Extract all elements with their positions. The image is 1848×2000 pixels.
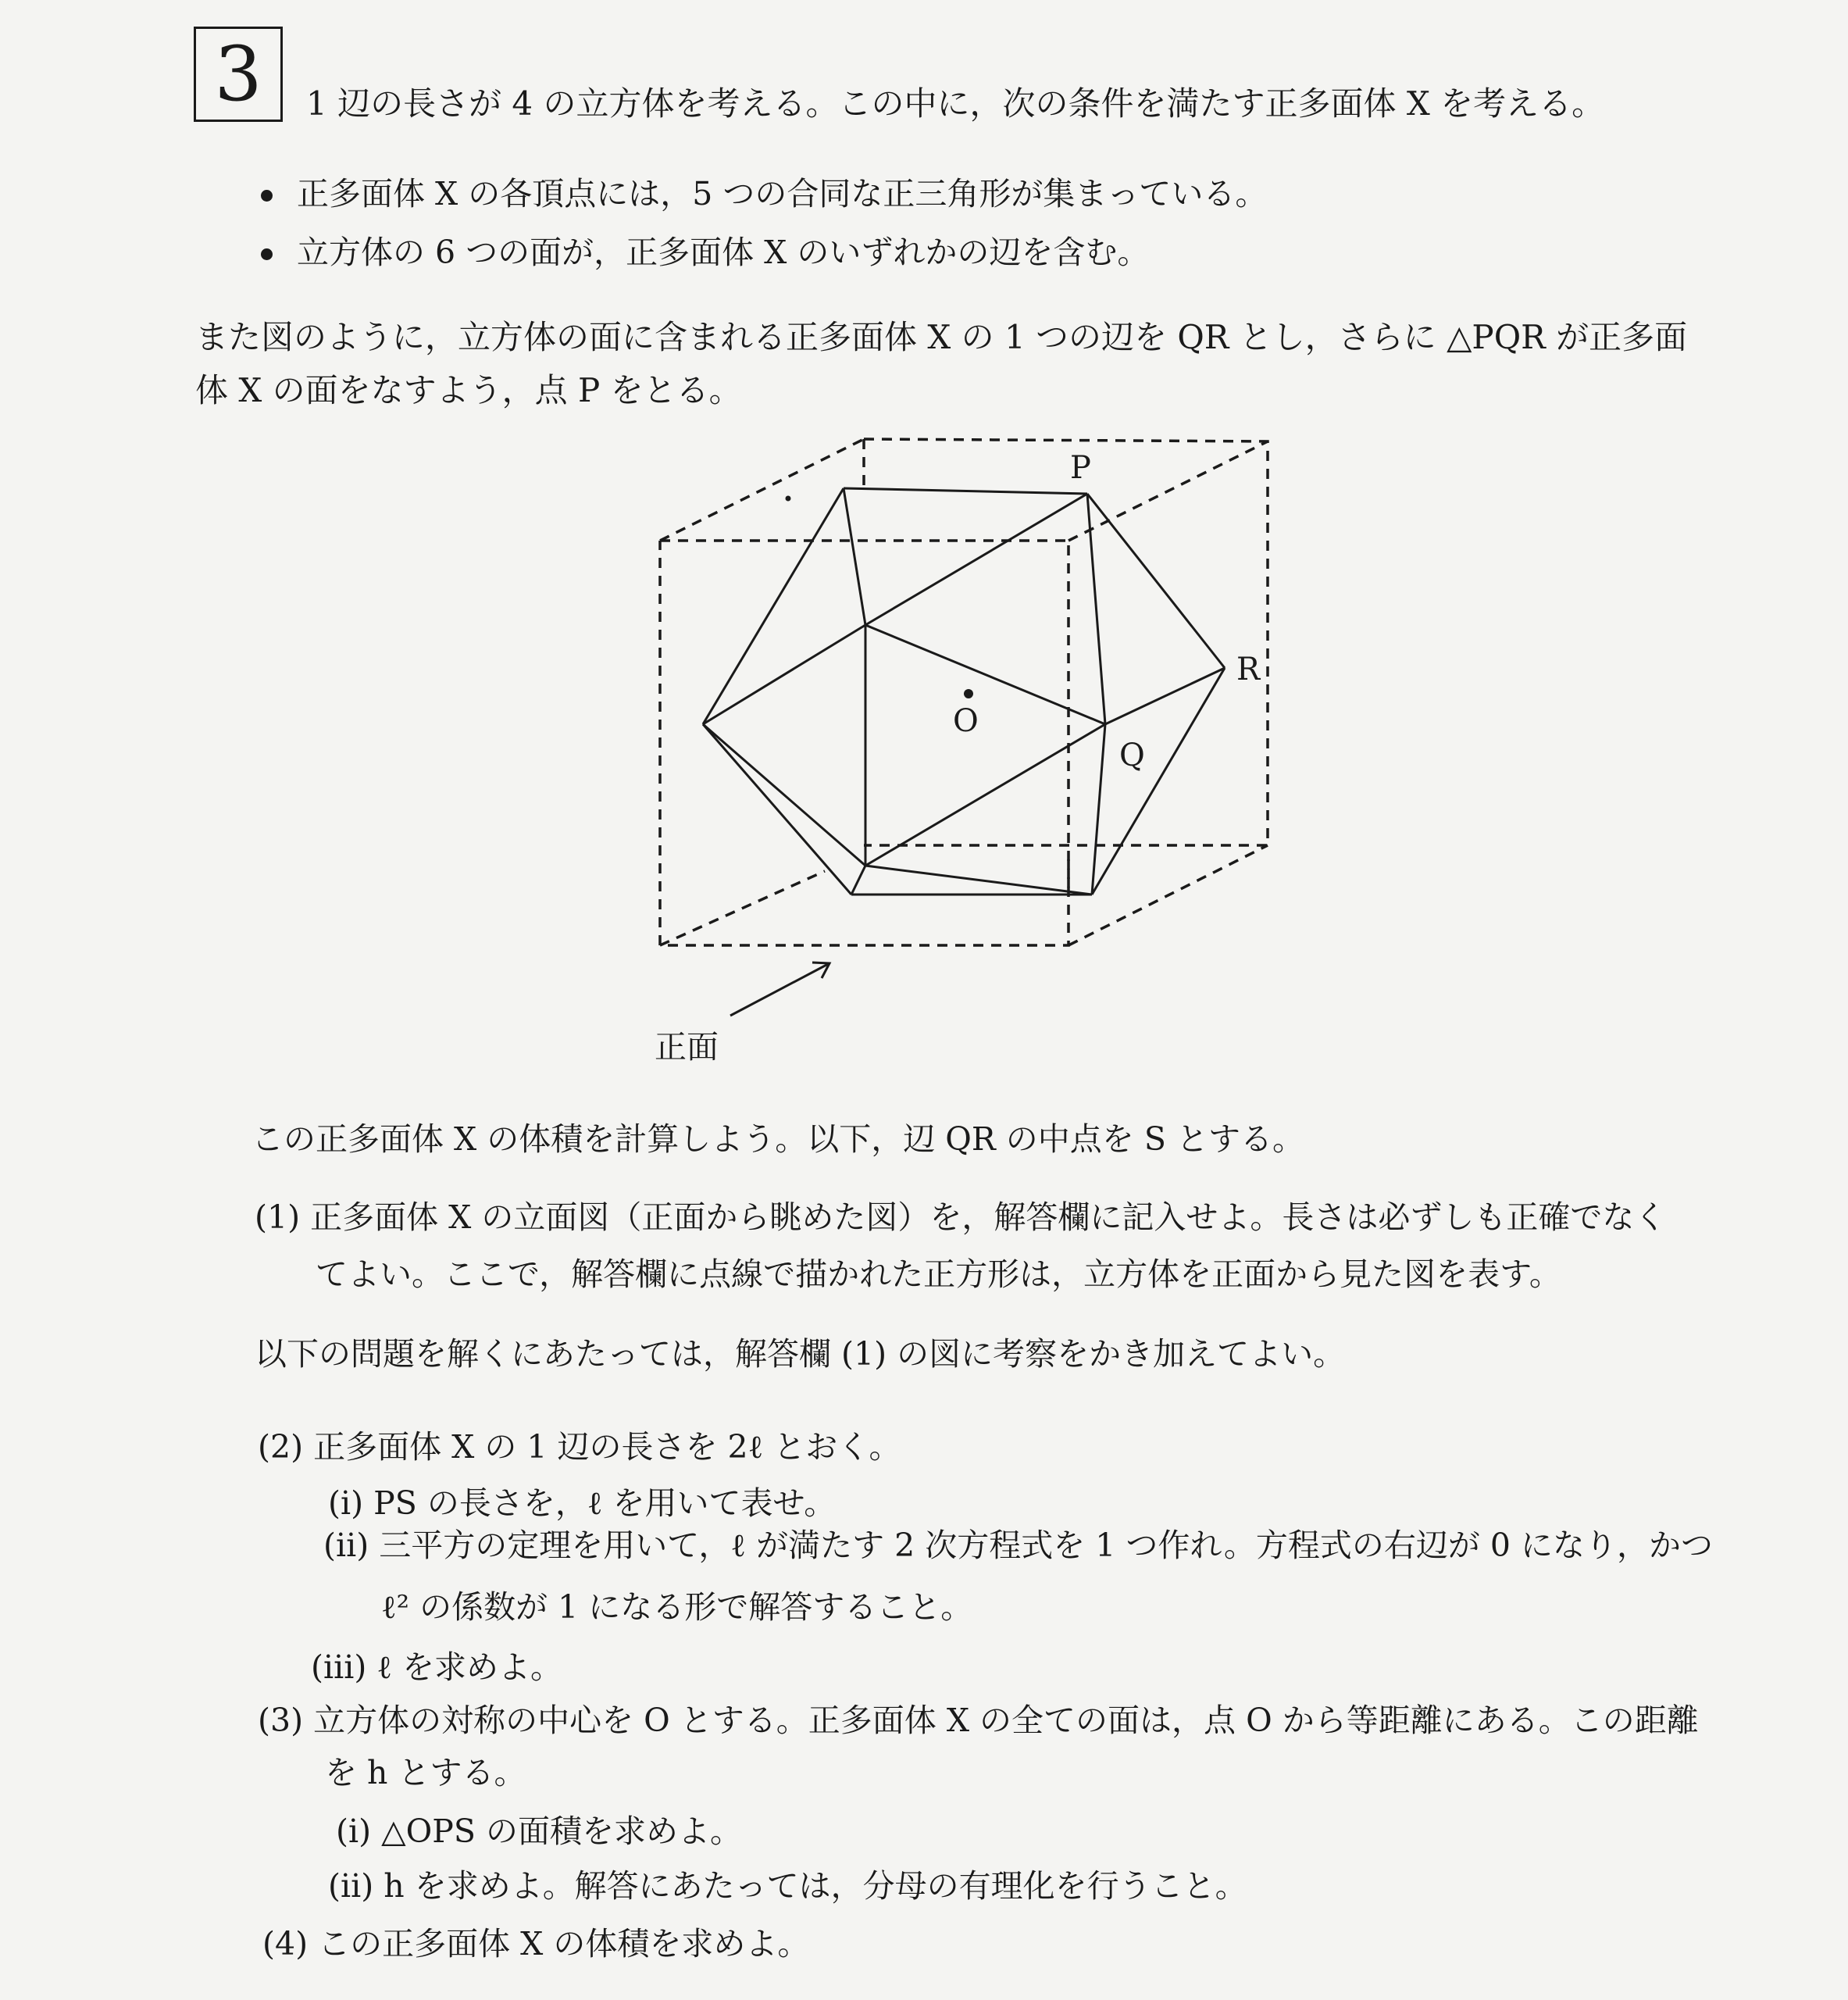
question-2-iii: (iii) ℓ を求めよ。 xyxy=(311,1648,563,1686)
intro-text: 1 辺の長さが 4 の立方体を考える。この中に，次の条件を満たす正多面体 X を考える。 xyxy=(306,84,1605,123)
question-2: (2) 正多面体 X の 1 辺の長さを 2ℓ とおく。 xyxy=(258,1428,901,1466)
question-3-line-1: (3) 立方体の対称の中心を O とする。正多面体 X の全ての面は，点 O から等距離にある。この距離 xyxy=(258,1702,1699,1739)
cube-edge-bottom-right xyxy=(1068,845,1268,945)
question-3-i: (i) △OPS の面積を求めよ。 xyxy=(336,1812,742,1850)
label-Q: Q xyxy=(1119,738,1145,773)
condition-1: 正多面体 X の各頂点には，5 つの合同な正三角形が集まっている。 xyxy=(297,175,1268,212)
condition-2: 立方体の 6 つの面が，正多面体 X のいずれかの辺を含む。 xyxy=(297,234,1150,271)
setup-line-1: また図のように，立方体の面に含まれる正多面体 X の 1 つの辺を QR とし，さらに △PQR が正多面 xyxy=(195,318,1688,356)
cube-dashed-edges xyxy=(660,439,1268,945)
label-R: R xyxy=(1236,652,1261,688)
question-2-ii-line-1: (ii) 三平方の定理を用いて，ℓ が満たす 2 次方程式を 1 つ作れ。方程式の右辺が 0 になり，かつ xyxy=(323,1527,1714,1564)
question-3-line-2: を h とする。 xyxy=(325,1754,526,1791)
cube-edge-top-right xyxy=(1068,441,1268,541)
question-3-ii: (ii) h を求めよ。解答にあたっては，分母の有理化を行うこと。 xyxy=(328,1867,1247,1905)
front-arrow xyxy=(730,962,829,1016)
setup-line-2: 体 X の面をなすよう，点 P をとる。 xyxy=(195,371,742,409)
label-O: O xyxy=(953,703,979,739)
cube-back-face xyxy=(864,439,1268,845)
question-2-ii-line-2: ℓ² の係数が 1 になる形で解答すること。 xyxy=(381,1588,973,1626)
cube-edge-bottom-left xyxy=(660,871,825,945)
icosahedron-edges xyxy=(703,488,1225,895)
task-text: この正多面体 X の体積を計算しよう。以下，辺 QR の中点を S とする。 xyxy=(252,1120,1304,1158)
point-O-dot xyxy=(964,689,973,698)
question-2-i: (i) PS の長さを，ℓ を用いて表せ。 xyxy=(328,1484,837,1522)
question-1-line-2: てよい。ここで，解答欄に点線で描かれた正方形は，立方体を正面から見た図を表す。 xyxy=(316,1255,1561,1293)
note-text: 以下の問題を解くにあたっては，解答欄 (1) の図に考察をかき加えてよい。 xyxy=(255,1335,1346,1373)
stray-dot xyxy=(786,496,791,502)
question-1-line-1: (1) 正多面体 X の立面図（正面から眺めた図）を，解答欄に記入せよ。長さは必ずしも正確でなく xyxy=(255,1198,1667,1236)
problem-number: 3 xyxy=(214,30,262,118)
label-P: P xyxy=(1070,450,1091,486)
front-label: 正面 xyxy=(655,1028,719,1066)
question-4: (4) この正多面体 X の体積を求めよ。 xyxy=(262,1925,810,1962)
cube-edge-top-left xyxy=(660,439,864,541)
